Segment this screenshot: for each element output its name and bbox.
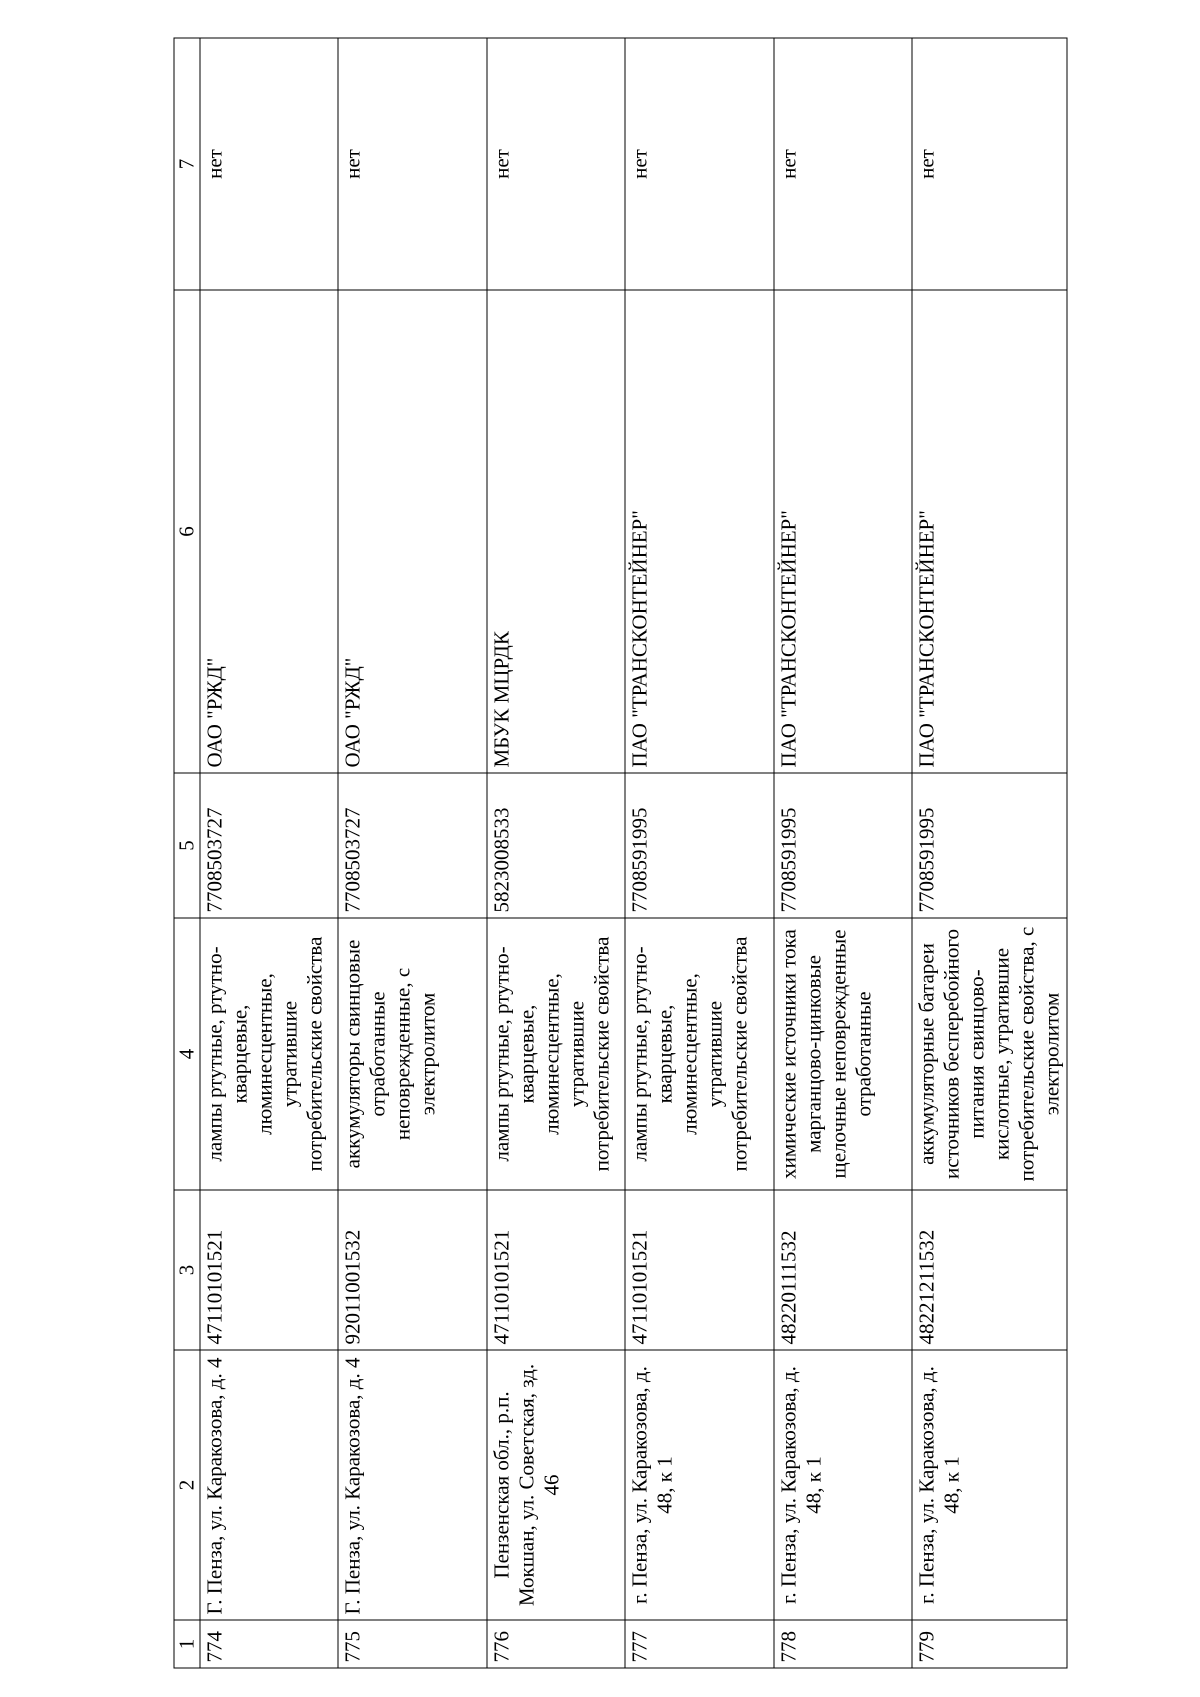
- address-cell: Г. Пенза, ул. Каракозова, д. 4: [200, 1350, 338, 1620]
- header-cell-3: 3: [174, 1190, 200, 1350]
- row-number: 778: [774, 1620, 912, 1668]
- flag-cell: нет: [487, 38, 625, 290]
- inn-cell: 5823008533: [487, 773, 625, 918]
- waste-name-cell: аккумуляторные батареи источников бесперебойного питания свинцово-кислотные, утратившие потребительские свойства, с электролитом: [912, 918, 1067, 1190]
- header-cell-6: 6: [174, 290, 200, 773]
- table-row: [200, 38, 338, 1668]
- organization-cell: ОАО "РЖД": [200, 290, 338, 773]
- header-cell-2: 2: [174, 1350, 200, 1620]
- flag-cell: нет: [774, 38, 912, 290]
- waste-code-cell: 47110101521: [200, 1190, 338, 1350]
- flag-cell: нет: [625, 38, 774, 290]
- address-cell: Г. Пенза, ул. Каракозова, д. 4: [338, 1350, 487, 1620]
- flag-cell: нет: [912, 38, 1067, 290]
- address-cell: г. Пенза, ул. Каракозова, д. 48, к 1: [625, 1350, 774, 1620]
- waste-name-cell: лампы ртутные, ртутно-кварцевые, люминесцентные, утратившие потребительские свойства: [625, 918, 774, 1190]
- organization-cell: ПАО "ТРАНСКОНТЕЙНЕР": [625, 290, 774, 773]
- header-cell-7: 7: [174, 38, 200, 290]
- waste-name-cell: аккумуляторы свинцовые отработанные неповрежденные, с электролитом: [338, 918, 487, 1190]
- waste-name-cell: лампы ртутные, ртутно-кварцевые, люминесцентные, утратившие потребительские свойства: [487, 918, 625, 1190]
- waste-code-cell: 47110101521: [487, 1190, 625, 1350]
- waste-code-cell: 47110101521: [625, 1190, 774, 1350]
- waste-code-cell: 92011001532: [338, 1190, 487, 1350]
- header-cell-4: 4: [174, 918, 200, 1190]
- inn-cell: 7708591995: [912, 773, 1067, 918]
- table-row: [912, 38, 1067, 1668]
- table-row: [338, 38, 487, 1668]
- address-cell: Пензенская обл., р.п. Мокшан, ул. Советская, зд. 46: [487, 1350, 625, 1620]
- address-cell: г. Пенза, ул. Каракозова, д. 48, к 1: [774, 1350, 912, 1620]
- flag-cell: нет: [200, 38, 338, 290]
- inn-cell: 7708503727: [200, 773, 338, 918]
- row-number: 779: [912, 1620, 1067, 1668]
- inn-cell: 7708503727: [338, 773, 487, 918]
- inn-cell: 7708591995: [625, 773, 774, 918]
- table-row: [487, 38, 625, 1668]
- waste-name-cell: лампы ртутные, ртутно-кварцевые, люминесцентные, утратившие потребительские свойства: [200, 918, 338, 1190]
- organization-cell: ПАО "ТРАНСКОНТЕЙНЕР": [912, 290, 1067, 773]
- table-row: [625, 38, 774, 1668]
- header-row: [174, 38, 200, 1668]
- organization-cell: ПАО "ТРАНСКОНТЕЙНЕР": [774, 290, 912, 773]
- rotated-page: [174, 39, 1064, 1669]
- waste-table: [174, 38, 1068, 1669]
- organization-cell: ОАО "РЖД": [338, 290, 487, 773]
- row-number: 777: [625, 1620, 774, 1668]
- table-row: [774, 38, 912, 1668]
- row-number: 775: [338, 1620, 487, 1668]
- flag-cell: нет: [338, 38, 487, 290]
- waste-code-cell: 48220111532: [774, 1190, 912, 1350]
- address-cell: г. Пенза, ул. Каракозова, д. 48, к 1: [912, 1350, 1067, 1620]
- waste-name-cell: химические источники тока марганцово-цинковые щелочные неповрежденные отработанные: [774, 918, 912, 1190]
- organization-cell: МБУК МЦРДК: [487, 290, 625, 773]
- row-number: 774: [200, 1620, 338, 1668]
- inn-cell: 7708591995: [774, 773, 912, 918]
- header-cell-1: 1: [174, 1620, 200, 1668]
- waste-code-cell: 48221211532: [912, 1190, 1067, 1350]
- row-number: 776: [487, 1620, 625, 1668]
- header-cell-5: 5: [174, 773, 200, 918]
